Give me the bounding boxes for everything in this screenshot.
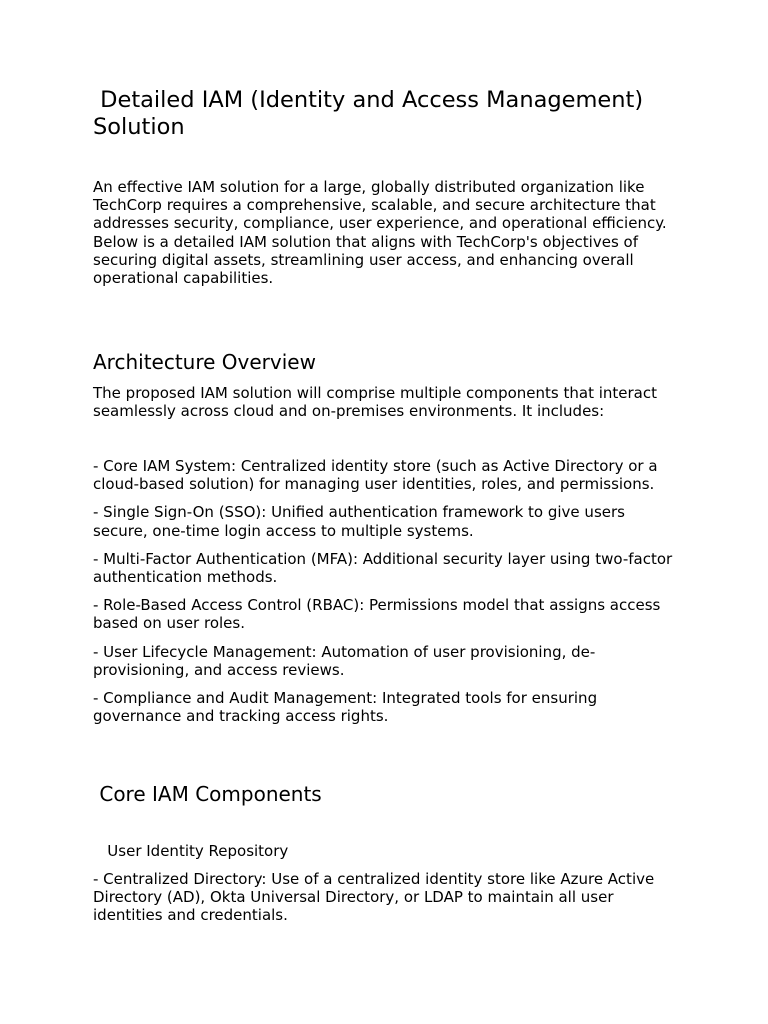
architecture-paragraph: The proposed IAM solution will comprise multiple components that interact seamlessly across cloud and on-premises environments. It includes: [93,384,662,421]
list-item-rbac: - Role-Based Access Control (RBAC): Permissions model that assigns access based on user roles. [93,596,666,633]
centralized-directory-paragraph: - Centralized Directory: Use of a centralized identity store like Azure Active Directory (AD), Okta Universal Directory, or LDAP to maintain all user identities and credentials. [93,870,659,925]
identity-repository-subheading: User Identity Repository [93,842,289,860]
components-heading: Core IAM Components [93,782,322,806]
list-item-lifecycle: - User Lifecycle Management: Automation of user provisioning, de-provisioning, and access reviews. [93,642,596,679]
document-title: Detailed IAM (Identity and Access Management) Solution [93,87,651,140]
architecture-list [93,457,683,735]
list-item-core-iam: - Core IAM System: Centralized identity store (such as Active Directory or a cloud-based solution) for managing user identities, roles, and permissions. [93,457,663,494]
list-item-compliance: - Compliance and Audit Management: Integrated tools for ensuring governance and tracking access rights. [93,689,602,726]
list-item-mfa: - Multi-Factor Authentication (MFA): Additional security layer using two-factor authentication methods. [93,549,677,587]
list-item-sso: - Single Sign-On (SSO): Unified authentication framework to give users secure, one-time login access to multiple systems. [93,503,630,540]
intro-paragraph: An effective IAM solution for a large, globally distributed organization like TechCorp requires a comprehensive, scalable, and secure architecture that addresses security, compliance, user experience, and operational efficiency. Below is a detailed IAM solution that aligns with TechCorp's objectives of securing digital assets, streamlining user access, and enhancing overall operational capabilities. [93,178,672,288]
architecture-heading: Architecture Overview [93,350,316,374]
